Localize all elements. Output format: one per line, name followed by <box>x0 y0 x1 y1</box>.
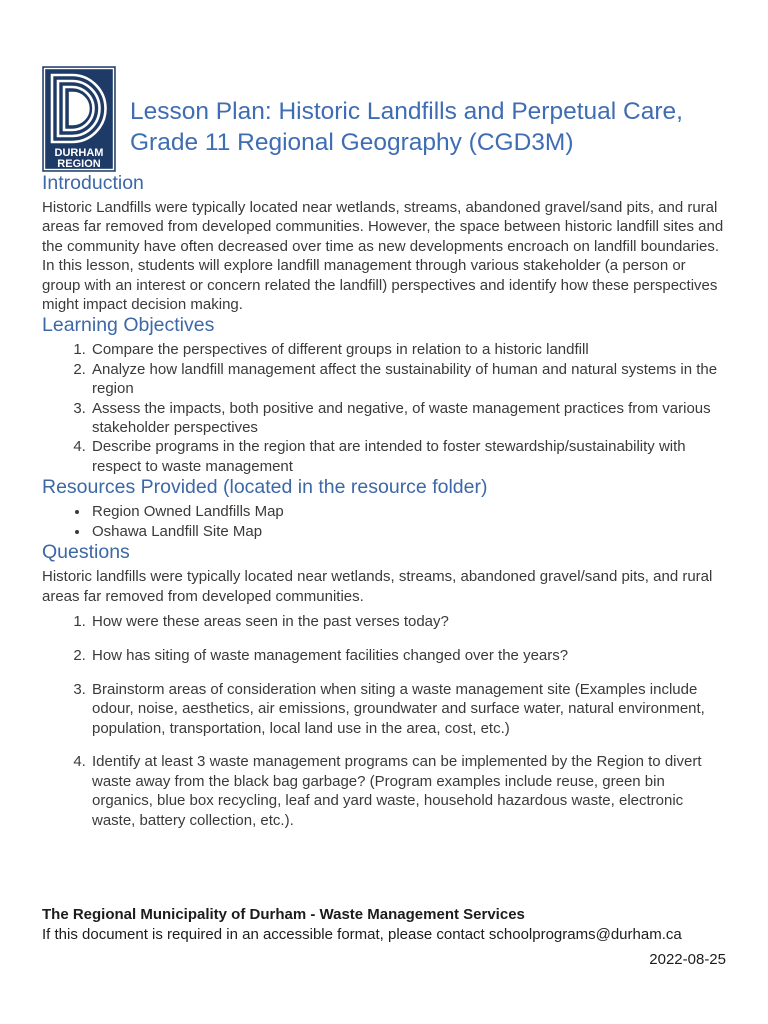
logo-text-region: REGION <box>57 158 101 170</box>
document-footer <box>42 905 726 970</box>
list-item: 3. Brainstorm areas of consideration when siting a waste management site (Examples include odour, noise, aesthetics, air emissions, groundwater and surface water, natural environment, population, transportation, local land use in the area, cost, etc.) <box>90 680 726 738</box>
list-item: 1. How were these areas seen in the past verses today? <box>90 612 726 631</box>
list-item: 2. How has siting of waste management facilities changed over the years? <box>90 646 726 665</box>
document-header <box>42 66 726 172</box>
page-title-line2: Grade 11 Regional Geography (CGD3M) <box>130 129 574 156</box>
introduction-heading: Introduction <box>42 172 144 194</box>
footer-date: 2022-08-25 <box>649 951 726 968</box>
questions-list <box>42 612 726 830</box>
list-item: • Region Owned Landfills Map <box>90 502 726 521</box>
questions-intro-paragraph: Historic landfills were typically located near wetlands, streams, abandoned gravel/sand pits, and rural areas far removed from developed communities. <box>42 568 713 605</box>
learning-objectives-list <box>42 340 726 476</box>
resources-heading: Resources Provided (located in the resource folder) <box>42 476 488 499</box>
list-item: 4. Describe programs in the region that are intended to foster stewardship/sustainability with respect to waste management <box>90 437 726 476</box>
resources-list <box>42 502 726 541</box>
page-title <box>130 96 683 158</box>
document-content <box>42 66 726 845</box>
list-item: 1. Compare the perspectives of different groups in relation to a historic landfill <box>90 340 726 359</box>
introduction-paragraph: Historic Landfills were typically located near wetlands, streams, abandoned gravel/sand pits, and rural areas far removed from developed communities. However, the space between historic landfill sites and the community have often decreased over time as new developments encroach on landfill boundaries. In this lesson, students will explore landfill management through various stakeholder (a person or group with an interest or concern related the landfill) perspectives and identify how these perspectives might impact decision making. <box>42 199 724 314</box>
list-item: 3. Assess the impacts, both positive and negative, of waste management practices from various stakeholder perspectives <box>90 399 726 438</box>
list-item: 4. Identify at least 3 waste management programs can be implemented by the Region to divert waste away from the black bag garbage? (Program examples include reuse, green bin organics, blue box recycling, leaf and yard waste, household hazardous waste, electronic waste, battery collection, etc.). <box>90 752 726 830</box>
footer-organization: The Regional Municipality of Durham - Waste Management Services <box>42 906 525 923</box>
list-item: 2. Analyze how landfill management affect the sustainability of human and natural systems in the region <box>90 360 726 399</box>
footer-accessibility-note: If this document is required in an accessible format, please contact schoolprograms@durham.ca <box>42 925 682 943</box>
logo-text-durham: DURHAM <box>54 147 104 159</box>
list-item: • Oshawa Landfill Site Map <box>90 522 726 541</box>
page-title-line1: Lesson Plan: Historic Landfills and Perpetual Care, <box>130 98 683 125</box>
durham-region-logo <box>42 66 116 172</box>
learning-objectives-heading: Learning Objectives <box>42 314 215 337</box>
questions-heading: Questions <box>42 541 130 564</box>
